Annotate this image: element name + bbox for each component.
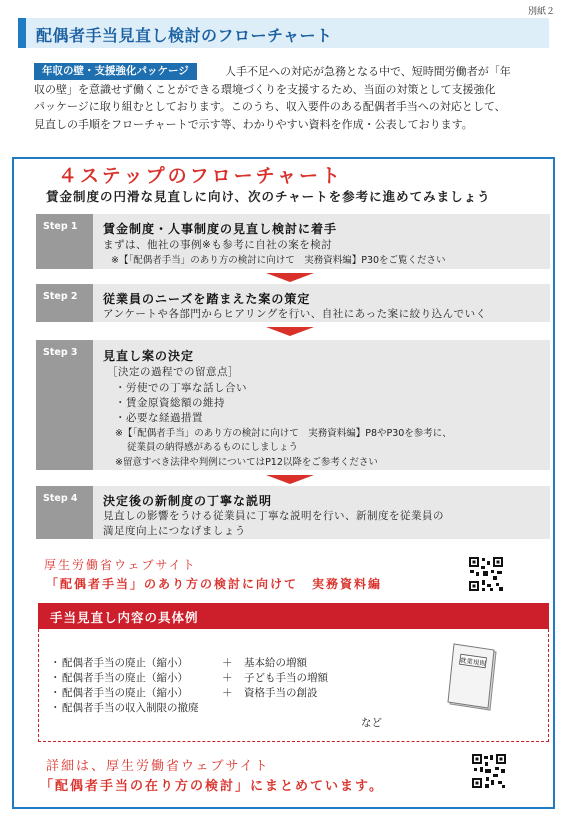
rulebook-icon bbox=[446, 642, 500, 712]
mhlw-site-link[interactable]: 「配偶者手当」のあり方の検討に向けて 実務資料編 bbox=[46, 577, 383, 591]
example-item-4: ・ 配偶者手当の収入制限の撤廃 bbox=[50, 702, 199, 714]
arrow-2 bbox=[266, 327, 314, 336]
step-1-heading: 賃金制度・人事制度の見直し検討に着手 bbox=[103, 222, 338, 236]
page-title: 配偶者手当見直し検討のフローチャート bbox=[36, 26, 333, 45]
step-3-bullet-2: ・賃金原資総額の維持 bbox=[115, 397, 225, 409]
details-line-2[interactable]: 「配偶者手当の在り方の検討」にまとめています。 bbox=[40, 779, 384, 794]
intro-line-1: 人手不足への対応が急務となる中で、短時間労働者が「年 bbox=[225, 65, 511, 78]
intro-line-4: 見直しの手順をフローチャートで示す等、わかりやすい資料を作成・公表しております。 bbox=[34, 117, 473, 131]
step-4-tag: Step 4 bbox=[36, 486, 93, 539]
rulebook-label: 就業規則 bbox=[459, 656, 487, 668]
details-line-1: 詳細は、厚生労働省ウェブサイト bbox=[46, 759, 270, 774]
examples-header-bar bbox=[38, 603, 549, 629]
step-3-note-1: ※【「配偶者手当」のあり方の検討に向けて 実務資料編】P8やP30を参考に、 bbox=[115, 428, 452, 439]
qr-code-icon-2[interactable] bbox=[471, 753, 507, 789]
step-4-text-1: 見直しの影響をうける従業員に丁寧な説明を行い、新制度を従業員の bbox=[103, 510, 444, 522]
step-3-tag: Step 3 bbox=[36, 340, 93, 470]
examples-header: 手当見直し内容の具体例 bbox=[50, 610, 199, 625]
flowchart-title: ４ステップのフローチャート bbox=[58, 165, 344, 187]
step-1-note: ※【「配偶者手当」のあり方の検討に向けて 実務資料編】P30をご覧ください bbox=[111, 255, 446, 266]
flowchart-subtitle: 賃金制度の円滑な見直しに向け、次のチャートを参考に進めてみましょう bbox=[46, 189, 491, 204]
step-3-note-3: ※留意すべき法律や判例についてはP12以降をご参考ください bbox=[115, 457, 378, 468]
qr-code-icon[interactable] bbox=[468, 556, 504, 592]
step-4-heading: 決定後の新制度の丁寧な説明 bbox=[103, 494, 273, 508]
step-2-text: アンケートや各部門からヒアリングを行い、自社にあった案に絞り込んでいく bbox=[103, 308, 487, 320]
example-item-1: ・ 配偶者手当の廃止（縮小） ＋ 基本給の増額 bbox=[50, 657, 307, 669]
examples-etc: など bbox=[361, 717, 382, 729]
title-bar bbox=[18, 18, 549, 48]
step-2-tag: Step 2 bbox=[36, 284, 93, 322]
annex-label: 別紙２ bbox=[527, 7, 555, 17]
step-3-note-2: 従業員の納得感があるものにしましょう bbox=[127, 442, 299, 453]
step-3-bullet-1: ・労使での丁寧な話し合い bbox=[115, 382, 247, 394]
step-3-heading: 見直し案の決定 bbox=[103, 349, 195, 363]
arrow-1 bbox=[266, 273, 314, 282]
step-3-text: ［決定の過程での留意点］ bbox=[107, 366, 239, 378]
step-2-heading: 従業員のニーズを踏まえた案の策定 bbox=[103, 292, 311, 306]
step-1-text: まずは、他社の事例※も参考に自社の案を検討 bbox=[103, 239, 333, 251]
example-item-2: ・ 配偶者手当の廃止（縮小） ＋ 子ども手当の増額 bbox=[50, 672, 328, 684]
arrow-3 bbox=[266, 475, 314, 484]
package-badge: 年収の壁・支援強化パッケージ bbox=[34, 63, 197, 80]
intro-line-2: 収の壁」を意識せず働くことができる環境づくりを支援するため、当面の対策として支援強化 bbox=[34, 82, 496, 96]
step-1-tag: Step 1 bbox=[36, 214, 93, 269]
example-item-3: ・ 配偶者手当の廃止（縮小） ＋ 資格手当の創設 bbox=[50, 687, 318, 699]
mhlw-site-label: 厚生労働省ウェブサイト bbox=[44, 558, 197, 572]
step-3-bullet-3: ・必要な経過措置 bbox=[115, 412, 203, 424]
step-4-text-2: 満足度向上につなげましょう bbox=[103, 525, 246, 537]
intro-line-3: パッケージに取り組むとしております。このうち、収入要件のある配偶者手当への対応として、 bbox=[34, 100, 506, 113]
